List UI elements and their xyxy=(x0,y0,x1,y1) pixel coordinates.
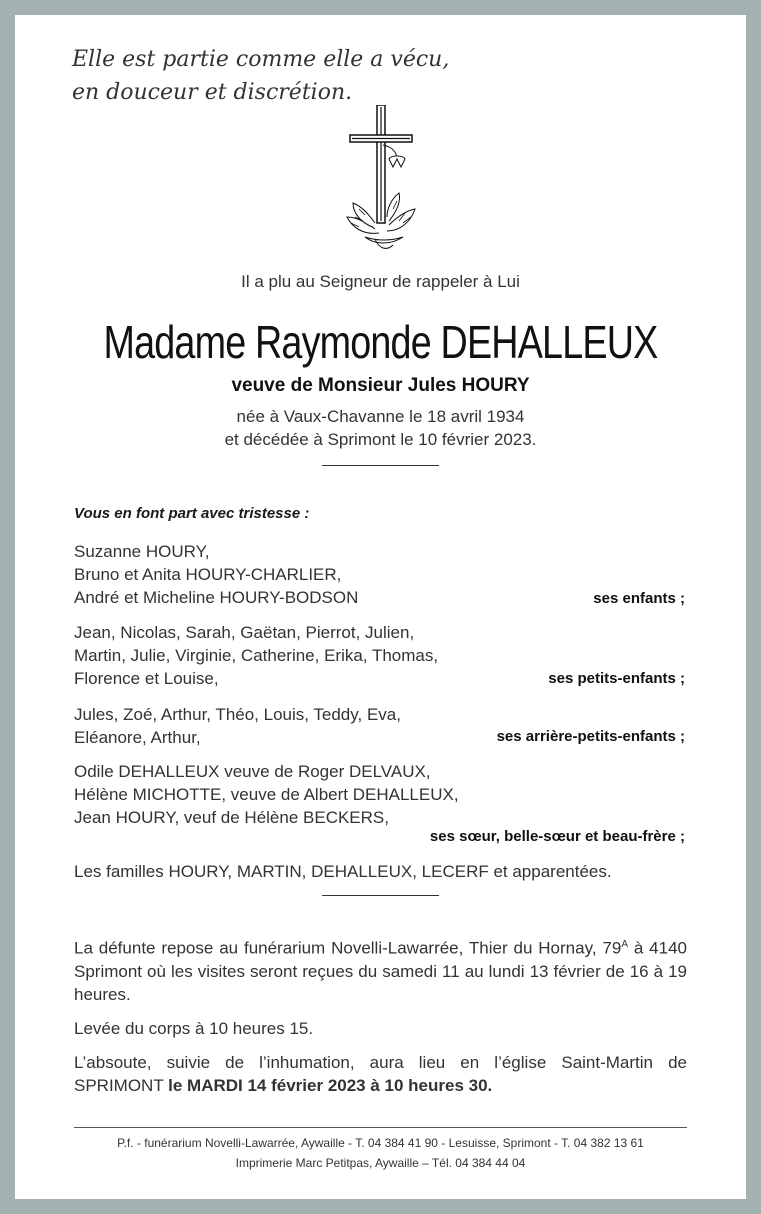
list-item: Martin, Julie, Virginie, Catherine, Erika, Thomas, xyxy=(74,646,439,665)
birth-line: née à Vaux-Chavanne le 18 avril 1934 xyxy=(236,407,525,426)
relation-grandchildren: ses petits-enfants ; xyxy=(548,670,685,687)
list-item: Jean HOURY, veuf de Hélène BECKERS, xyxy=(74,808,389,827)
epigraph-line-2: en douceur et discrétion. xyxy=(72,80,353,105)
deceased-name: Madame Raymonde DEHALLEUX xyxy=(103,316,658,368)
footer-divider xyxy=(74,1127,687,1128)
list-item: Suzanne HOURY, xyxy=(74,542,210,561)
repose-paragraph xyxy=(74,933,687,1006)
birth-death-lines xyxy=(15,405,746,451)
footer-line-1: P.f. - funérarium Novelli-Lawarrée, Aywaille - T. 04 384 41 90 - Lesuisse, Sprimont - T. 04 382 13 61 xyxy=(117,1136,644,1150)
list-item: Jules, Zoé, Arthur, Théo, Louis, Teddy, Eva, xyxy=(74,705,401,724)
epigraph-line-1: Elle est partie comme elle a vécu, xyxy=(72,47,450,72)
levee-paragraph: Levée du corps à 10 heures 15. xyxy=(74,1019,314,1038)
absoute-date: le MARDI 14 février 2023 à 10 heures 30. xyxy=(168,1076,493,1095)
announcement: Vous en font part avec tristesse : xyxy=(74,505,310,522)
list-item: Hélène MICHOTTE, veuve de Albert DEHALLEUX, xyxy=(74,785,459,804)
epigraph xyxy=(72,43,449,109)
footer-line-2: Imprimerie Marc Petitpas, Aywaille – Tél. 04 384 44 04 xyxy=(235,1156,526,1170)
absoute-paragraph xyxy=(74,1051,687,1097)
relation-children: ses enfants ; xyxy=(593,590,685,607)
death-line: et décédée à Sprimont le 10 février 2023. xyxy=(224,430,537,449)
families-line: Les familles HOURY, MARTIN, DEHALLEUX, LECERF et apparentées. xyxy=(74,862,612,881)
repose-superscript: A xyxy=(621,939,628,950)
obituary-card xyxy=(15,15,746,1199)
list-item: Jean, Nicolas, Sarah, Gaëtan, Pierrot, Julien, xyxy=(74,623,415,642)
list-item: Odile DEHALLEUX veuve de Roger DELVAUX, xyxy=(74,762,431,781)
divider xyxy=(322,895,439,896)
repose-text-2: à 4140 Sprimont où les visites seront reçues du samedi 11 au lundi 13 février de 16 à 19 heures. xyxy=(74,938,687,1004)
intro-text: Il a plu au Seigneur de rappeler à Lui xyxy=(241,272,520,291)
list-item: Eléanore, Arthur, xyxy=(74,728,201,747)
children-names xyxy=(74,540,358,609)
divider xyxy=(322,465,439,466)
grandchildren-names xyxy=(74,621,438,690)
list-item: Bruno et Anita HOURY-CHARLIER, xyxy=(74,565,342,584)
list-item: Florence et Louise, xyxy=(74,669,219,688)
list-item: André et Micheline HOURY-BODSON xyxy=(74,588,359,607)
widow-line: veuve de Monsieur Jules HOURY xyxy=(231,375,530,396)
relation-great-grandchildren: ses arrière-petits-enfants ; xyxy=(496,728,685,745)
footer xyxy=(15,1133,746,1173)
cross-with-lily-icon xyxy=(335,105,435,255)
relation-siblings: ses sœur, belle-sœur et beau-frère ; xyxy=(429,828,685,845)
repose-text-1: La défunte repose au funérarium Novelli-Lawarrée, Thier du Hornay, 79 xyxy=(74,938,622,958)
absoute-text: L’absoute, suivie de l’inhumation, aura lieu en l’église Saint-Martin de SPRIMONT xyxy=(74,1053,687,1095)
great-grandchildren-names xyxy=(74,703,401,749)
siblings-names xyxy=(74,760,459,829)
